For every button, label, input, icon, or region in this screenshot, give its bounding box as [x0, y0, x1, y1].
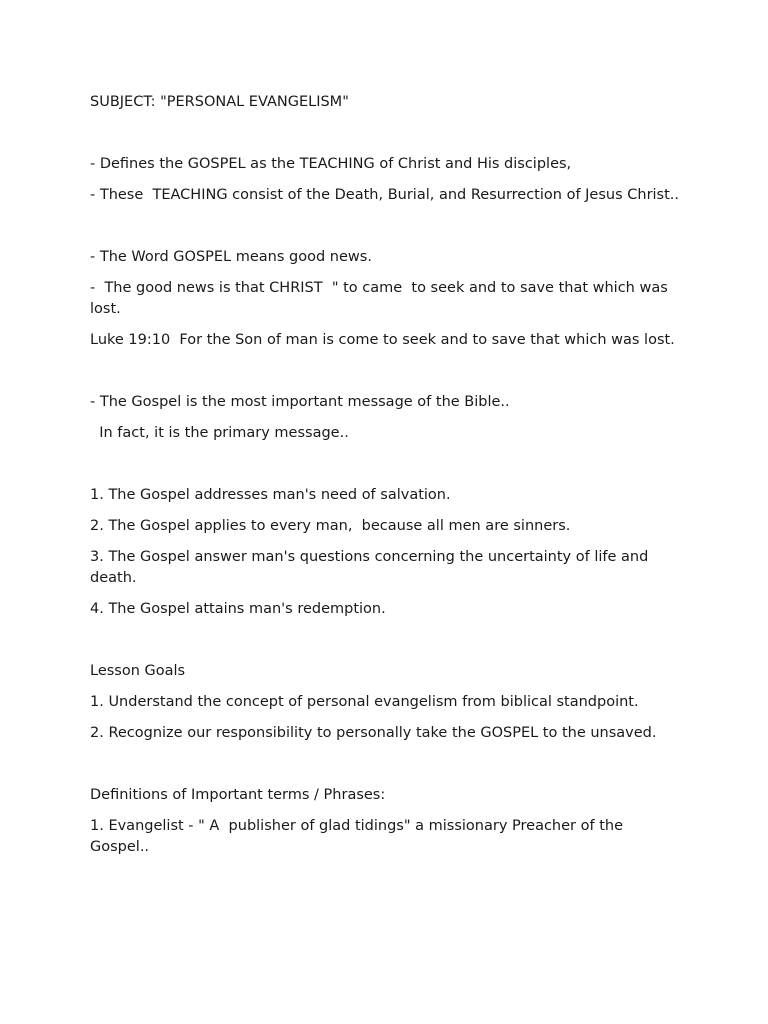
spacer [90, 806, 680, 816]
subject-heading: SUBJECT: "PERSONAL EVANGELISM" [90, 94, 349, 110]
gospel-point: 2. The Gospel applies to every man, because all men are sinners. [90, 518, 571, 534]
lesson-goal-item: 1. Understand the concept of personal evangelism from biblical standpoint. [90, 694, 639, 710]
definition-item: 1. Evangelist - " A publisher of glad tidings" a missionary Preacher of the Gospel.. [90, 818, 628, 855]
definitions-heading: Definitions of Important terms / Phrases: [90, 787, 386, 803]
spacer [90, 113, 680, 154]
spacer [90, 537, 680, 547]
spacer [90, 589, 680, 599]
spacer [90, 682, 680, 692]
spacer [90, 744, 680, 785]
gospel-point: 3. The Gospel answer man's questions concerning the uncertainty of life and death. [90, 549, 653, 586]
spacer [90, 175, 680, 185]
spacer [90, 620, 680, 661]
gospel-definition-line: - These TEACHING consist of the Death, Burial, and Resurrection of Jesus Christ.. [90, 187, 680, 203]
good-news-line: - The Word GOSPEL means good news. [90, 249, 372, 265]
importance-line: - The Gospel is the most important message of the Bible.. [90, 394, 510, 410]
spacer [90, 320, 680, 330]
importance-line: In fact, it is the primary message.. [90, 425, 349, 441]
spacer [90, 444, 680, 485]
spacer [90, 206, 680, 247]
scripture-quote: Luke 19:10 For the Son of man is come to seek and to save that which was lost. [90, 332, 675, 348]
lesson-goal-item: 2. Recognize our responsibility to personally take the GOSPEL to the unsaved. [90, 725, 657, 741]
gospel-definition-line: - Defines the GOSPEL as the TEACHING of Christ and His disciples, [90, 156, 572, 172]
spacer [90, 351, 680, 392]
document-body [90, 92, 680, 858]
spacer [90, 506, 680, 516]
good-news-line: - The good news is that CHRIST " to came to seek and to save that which was lost. [90, 280, 673, 317]
lesson-goals-heading: Lesson Goals [90, 663, 186, 679]
spacer [90, 268, 680, 278]
spacer [90, 713, 680, 723]
spacer [90, 413, 680, 423]
gospel-point: 1. The Gospel addresses man's need of salvation. [90, 487, 451, 503]
gospel-point: 4. The Gospel attains man's redemption. [90, 601, 386, 617]
